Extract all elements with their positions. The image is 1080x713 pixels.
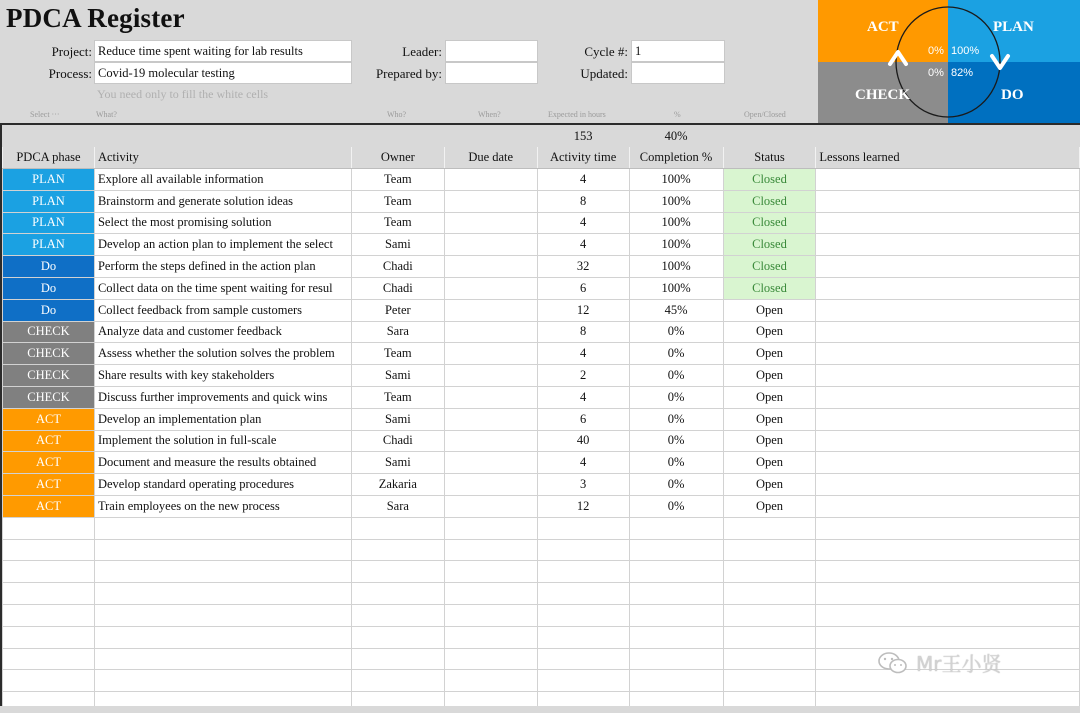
table-row (3, 321, 1080, 343)
owner-cell[interactable]: Sami (351, 452, 444, 474)
completion-cell[interactable]: 0% (629, 452, 723, 474)
sheet-footer (0, 706, 1080, 713)
hint-percent: % (674, 110, 681, 119)
page-title: PDCA Register (6, 3, 185, 33)
table-row (3, 343, 1080, 365)
activity-cell[interactable]: Select the most promising solution (94, 212, 351, 234)
empty-cell[interactable] (94, 648, 351, 670)
activity-cell[interactable]: Perform the steps defined in the action plan (94, 256, 351, 278)
lessons-cell[interactable] (816, 495, 1080, 517)
watermark-text: Mr王小贤 (916, 652, 1002, 676)
empty-cell[interactable] (3, 604, 95, 626)
due-date-cell[interactable] (444, 430, 537, 452)
project-label: Project: (51, 44, 92, 59)
lessons-cell[interactable] (816, 299, 1080, 321)
watermark (878, 648, 1001, 677)
leader-label: Leader: (402, 44, 442, 59)
status-cell[interactable]: Open (723, 299, 816, 321)
owner-cell[interactable]: Sami (351, 234, 444, 256)
col-status[interactable]: Status (723, 147, 816, 169)
table-row (3, 474, 1080, 496)
empty-cell[interactable] (3, 517, 95, 539)
activity-time-cell[interactable]: 12 (537, 495, 629, 517)
table-row (3, 169, 1080, 191)
status-cell[interactable]: Closed (723, 190, 816, 212)
status-cell[interactable]: Open (723, 321, 816, 343)
status-cell[interactable]: Closed (723, 212, 816, 234)
fill-hint: You need only to fill the white cells (97, 87, 269, 101)
hint-open-closed: Open/Closed (744, 110, 786, 119)
leader-field[interactable] (445, 40, 538, 62)
empty-cell[interactable] (629, 583, 723, 605)
empty-cell[interactable] (3, 583, 95, 605)
due-date-cell[interactable] (444, 452, 537, 474)
completion-cell[interactable]: 100% (629, 277, 723, 299)
empty-cell[interactable] (3, 648, 95, 670)
activity-time-cell[interactable]: 32 (537, 256, 629, 278)
activity-cell[interactable]: Collect data on the time spent waiting for resul (94, 277, 351, 299)
empty-cell[interactable] (629, 539, 723, 561)
empty-cell[interactable] (444, 626, 537, 648)
empty-cell[interactable] (629, 648, 723, 670)
owner-cell[interactable]: Peter (351, 299, 444, 321)
empty-cell[interactable] (537, 648, 629, 670)
empty-cell[interactable] (629, 604, 723, 626)
activity-cell[interactable]: Brainstorm and generate solution ideas (94, 190, 351, 212)
project-field[interactable]: Reduce time spent waiting for lab results (94, 40, 352, 62)
owner-cell[interactable]: Team (351, 343, 444, 365)
process-label: Process: (48, 66, 92, 81)
empty-cell[interactable] (351, 670, 444, 692)
plan-label: PLAN (993, 19, 1034, 35)
empty-cell[interactable] (723, 561, 816, 583)
empty-cell[interactable] (629, 670, 723, 692)
due-date-cell[interactable] (444, 277, 537, 299)
empty-row (3, 626, 1080, 648)
lessons-cell[interactable] (816, 365, 1080, 387)
activity-time-cell[interactable]: 40 (537, 430, 629, 452)
activity-cell[interactable]: Collect feedback from sample customers (94, 299, 351, 321)
completion-cell[interactable]: 100% (629, 190, 723, 212)
completion-cell[interactable]: 45% (629, 299, 723, 321)
activity-time-cell[interactable]: 4 (537, 169, 629, 191)
status-cell[interactable]: Open (723, 452, 816, 474)
phase-cell[interactable]: CHECK (3, 365, 95, 387)
col-activity[interactable]: Activity (94, 147, 351, 169)
due-date-cell[interactable] (444, 190, 537, 212)
empty-cell[interactable] (3, 539, 95, 561)
completion-cell[interactable]: 0% (629, 430, 723, 452)
table-row (3, 495, 1080, 517)
empty-cell[interactable] (94, 626, 351, 648)
phase-cell[interactable]: PLAN (3, 234, 95, 256)
empty-cell[interactable] (816, 626, 1080, 648)
hint-select: Select ··· (30, 110, 60, 119)
activity-cell[interactable]: Develop an action plan to implement the select (94, 234, 351, 256)
plan-pct-right: 100% (951, 45, 980, 57)
act-label: ACT (867, 19, 899, 35)
owner-cell[interactable]: Team (351, 190, 444, 212)
activity-cell[interactable]: Assess whether the solution solves the problem (94, 343, 351, 365)
empty-row (3, 561, 1080, 583)
phase-cell[interactable]: Do (3, 256, 95, 278)
status-cell[interactable]: Open (723, 386, 816, 408)
activity-time-cell[interactable]: 8 (537, 190, 629, 212)
empty-cell[interactable] (444, 648, 537, 670)
phase-cell[interactable]: CHECK (3, 321, 95, 343)
empty-cell[interactable] (537, 604, 629, 626)
empty-cell[interactable] (816, 539, 1080, 561)
phase-cell[interactable]: CHECK (3, 343, 95, 365)
table-row (3, 234, 1080, 256)
empty-cell[interactable] (351, 561, 444, 583)
table-row (3, 277, 1080, 299)
status-cell[interactable]: Open (723, 343, 816, 365)
empty-cell[interactable] (537, 561, 629, 583)
phase-cell[interactable]: ACT (3, 408, 95, 430)
lessons-cell[interactable] (816, 234, 1080, 256)
prepared-by-field[interactable] (445, 62, 538, 84)
empty-cell[interactable] (3, 626, 95, 648)
empty-cell[interactable] (3, 670, 95, 692)
table-row (3, 452, 1080, 474)
completion-cell[interactable]: 100% (629, 212, 723, 234)
owner-cell[interactable]: Zakaria (351, 474, 444, 496)
register-table (2, 125, 1080, 713)
empty-row (3, 517, 1080, 539)
status-cell[interactable]: Open (723, 408, 816, 430)
do-pct-right: 82% (951, 67, 974, 79)
empty-cell[interactable] (444, 604, 537, 626)
activity-time-cell[interactable]: 4 (537, 234, 629, 256)
status-cell[interactable]: Closed (723, 169, 816, 191)
due-date-cell[interactable] (444, 343, 537, 365)
empty-cell[interactable] (816, 604, 1080, 626)
owner-cell[interactable]: Sami (351, 365, 444, 387)
empty-row (3, 604, 1080, 626)
lessons-cell[interactable] (816, 169, 1080, 191)
due-date-cell[interactable] (444, 408, 537, 430)
empty-cell[interactable] (537, 539, 629, 561)
activity-cell[interactable]: Develop an implementation plan (94, 408, 351, 430)
table-row (3, 386, 1080, 408)
wechat-icon (878, 651, 908, 675)
empty-cell[interactable] (3, 561, 95, 583)
phase-cell[interactable]: ACT (3, 495, 95, 517)
table-row (3, 190, 1080, 212)
lessons-cell[interactable] (816, 321, 1080, 343)
col-due-date[interactable]: Due date (444, 147, 537, 169)
owner-cell[interactable]: Sami (351, 408, 444, 430)
phase-cell[interactable]: ACT (3, 430, 95, 452)
activity-time-cell[interactable]: 4 (537, 452, 629, 474)
hint-what: What? (96, 110, 117, 119)
completion-cell[interactable]: 0% (629, 495, 723, 517)
lessons-cell[interactable] (816, 256, 1080, 278)
empty-cell[interactable] (537, 626, 629, 648)
empty-cell[interactable] (94, 517, 351, 539)
table-row (3, 212, 1080, 234)
phase-cell[interactable]: Do (3, 277, 95, 299)
empty-cell[interactable] (351, 648, 444, 670)
empty-cell[interactable] (444, 583, 537, 605)
completion-cell[interactable]: 0% (629, 365, 723, 387)
due-date-cell[interactable] (444, 474, 537, 496)
empty-cell[interactable] (444, 561, 537, 583)
activity-cell[interactable]: Implement the solution in full-scale (94, 430, 351, 452)
plan-pct-left: 0% (928, 45, 944, 57)
phase-cell[interactable]: Do (3, 299, 95, 321)
lessons-cell[interactable] (816, 386, 1080, 408)
empty-cell[interactable] (94, 561, 351, 583)
completion-cell[interactable]: 100% (629, 234, 723, 256)
empty-cell[interactable] (444, 539, 537, 561)
empty-cell[interactable] (94, 539, 351, 561)
empty-row (3, 539, 1080, 561)
empty-cell[interactable] (94, 670, 351, 692)
empty-cell[interactable] (723, 539, 816, 561)
owner-cell[interactable]: Chadi (351, 430, 444, 452)
col-owner[interactable]: Owner (351, 147, 444, 169)
completion-cell[interactable]: 100% (629, 169, 723, 191)
activity-time-cell[interactable]: 6 (537, 408, 629, 430)
col-activity-time[interactable]: Activity time (537, 147, 629, 169)
total-completion: 40% (629, 126, 723, 147)
completion-cell[interactable]: 0% (629, 343, 723, 365)
lessons-cell[interactable] (816, 212, 1080, 234)
updated-field[interactable] (631, 62, 725, 84)
completion-cell[interactable]: 0% (629, 386, 723, 408)
status-cell[interactable]: Closed (723, 234, 816, 256)
table-row (3, 299, 1080, 321)
phase-cell[interactable]: CHECK (3, 386, 95, 408)
lessons-cell[interactable] (816, 452, 1080, 474)
owner-cell[interactable]: Team (351, 169, 444, 191)
hint-expected: Expected in hours (548, 110, 606, 119)
empty-cell[interactable] (537, 583, 629, 605)
owner-cell[interactable]: Chadi (351, 277, 444, 299)
empty-cell[interactable] (723, 583, 816, 605)
empty-cell[interactable] (723, 648, 816, 670)
empty-cell[interactable] (351, 539, 444, 561)
table-row (3, 256, 1080, 278)
empty-cell[interactable] (723, 517, 816, 539)
empty-cell[interactable] (351, 517, 444, 539)
owner-cell[interactable]: Sara (351, 321, 444, 343)
due-date-cell[interactable] (444, 256, 537, 278)
activity-time-cell[interactable]: 4 (537, 212, 629, 234)
cycle-field[interactable]: 1 (631, 40, 725, 62)
activity-time-cell[interactable]: 6 (537, 277, 629, 299)
hint-who: Who? (387, 110, 407, 119)
lessons-cell[interactable] (816, 430, 1080, 452)
col-lessons-learned[interactable]: Lessons learned (816, 147, 1080, 169)
empty-cell[interactable] (444, 517, 537, 539)
lessons-cell[interactable] (816, 474, 1080, 496)
check-label: CHECK (855, 87, 911, 103)
phase-cell[interactable]: PLAN (3, 212, 95, 234)
activity-cell[interactable]: Analyze data and customer feedback (94, 321, 351, 343)
due-date-cell[interactable] (444, 234, 537, 256)
activity-cell[interactable]: Train employees on the new process (94, 495, 351, 517)
table-row (3, 430, 1080, 452)
empty-cell[interactable] (723, 604, 816, 626)
empty-cell[interactable] (629, 626, 723, 648)
status-cell[interactable]: Closed (723, 256, 816, 278)
lessons-cell[interactable] (816, 343, 1080, 365)
due-date-cell[interactable] (444, 321, 537, 343)
owner-cell[interactable]: Team (351, 212, 444, 234)
activity-time-cell[interactable]: 8 (537, 321, 629, 343)
empty-cell[interactable] (351, 604, 444, 626)
column-header-row (3, 147, 1080, 169)
empty-row (3, 583, 1080, 605)
cycle-ring-icon (818, 0, 1080, 124)
completion-cell[interactable]: 100% (629, 256, 723, 278)
status-cell[interactable]: Closed (723, 277, 816, 299)
activity-time-cell[interactable]: 4 (537, 343, 629, 365)
empty-cell[interactable] (723, 626, 816, 648)
hint-when: When? (478, 110, 501, 119)
empty-cell[interactable] (94, 604, 351, 626)
phase-cell[interactable]: ACT (3, 474, 95, 496)
activity-cell[interactable]: Explore all available information (94, 169, 351, 191)
owner-cell[interactable]: Team (351, 386, 444, 408)
phase-cell[interactable]: PLAN (3, 169, 95, 191)
due-date-cell[interactable] (444, 495, 537, 517)
totals-row (3, 126, 1080, 147)
due-date-cell[interactable] (444, 169, 537, 191)
do-pct-left: 0% (928, 67, 944, 79)
completion-cell[interactable]: 0% (629, 408, 723, 430)
status-cell[interactable]: Open (723, 474, 816, 496)
due-date-cell[interactable] (444, 365, 537, 387)
activity-cell[interactable]: Share results with key stakeholders (94, 365, 351, 387)
total-activity-time: 153 (537, 126, 629, 147)
empty-cell[interactable] (629, 517, 723, 539)
empty-cell[interactable] (351, 583, 444, 605)
completion-cell[interactable]: 0% (629, 474, 723, 496)
due-date-cell[interactable] (444, 299, 537, 321)
empty-cell[interactable] (816, 517, 1080, 539)
activity-cell[interactable]: Develop standard operating procedures (94, 474, 351, 496)
col-pdca-phase[interactable]: PDCA phase (3, 147, 95, 169)
activity-time-cell[interactable]: 2 (537, 365, 629, 387)
completion-cell[interactable]: 0% (629, 321, 723, 343)
empty-cell[interactable] (816, 583, 1080, 605)
lessons-cell[interactable] (816, 408, 1080, 430)
do-label: DO (1001, 87, 1024, 103)
activity-cell[interactable]: Discuss further improvements and quick wins (94, 386, 351, 408)
due-date-cell[interactable] (444, 212, 537, 234)
empty-cell[interactable] (537, 670, 629, 692)
owner-cell[interactable]: Sara (351, 495, 444, 517)
table-row (3, 408, 1080, 430)
empty-cell[interactable] (723, 670, 816, 692)
activity-time-cell[interactable]: 3 (537, 474, 629, 496)
table-row (3, 365, 1080, 387)
status-cell[interactable]: Open (723, 495, 816, 517)
pdca-wheel (818, 0, 1080, 124)
lessons-cell[interactable] (816, 190, 1080, 212)
col-completion[interactable]: Completion % (629, 147, 723, 169)
activity-cell[interactable]: Document and measure the results obtained (94, 452, 351, 474)
empty-cell[interactable] (629, 561, 723, 583)
status-cell[interactable]: Open (723, 430, 816, 452)
status-cell[interactable]: Open (723, 365, 816, 387)
register-sheet (0, 123, 1080, 713)
process-field[interactable]: Covid-19 molecular testing (94, 62, 352, 84)
empty-cell[interactable] (537, 517, 629, 539)
empty-cell[interactable] (351, 626, 444, 648)
empty-cell[interactable] (816, 561, 1080, 583)
activity-time-cell[interactable]: 12 (537, 299, 629, 321)
due-date-cell[interactable] (444, 386, 537, 408)
updated-label: Updated: (580, 66, 628, 81)
lessons-cell[interactable] (816, 277, 1080, 299)
activity-time-cell[interactable]: 4 (537, 386, 629, 408)
prepared-by-label: Prepared by: (375, 66, 442, 81)
phase-cell[interactable]: PLAN (3, 190, 95, 212)
cycle-label: Cycle #: (584, 44, 628, 59)
empty-cell[interactable] (94, 583, 351, 605)
empty-cell[interactable] (444, 670, 537, 692)
owner-cell[interactable]: Chadi (351, 256, 444, 278)
phase-cell[interactable]: ACT (3, 452, 95, 474)
